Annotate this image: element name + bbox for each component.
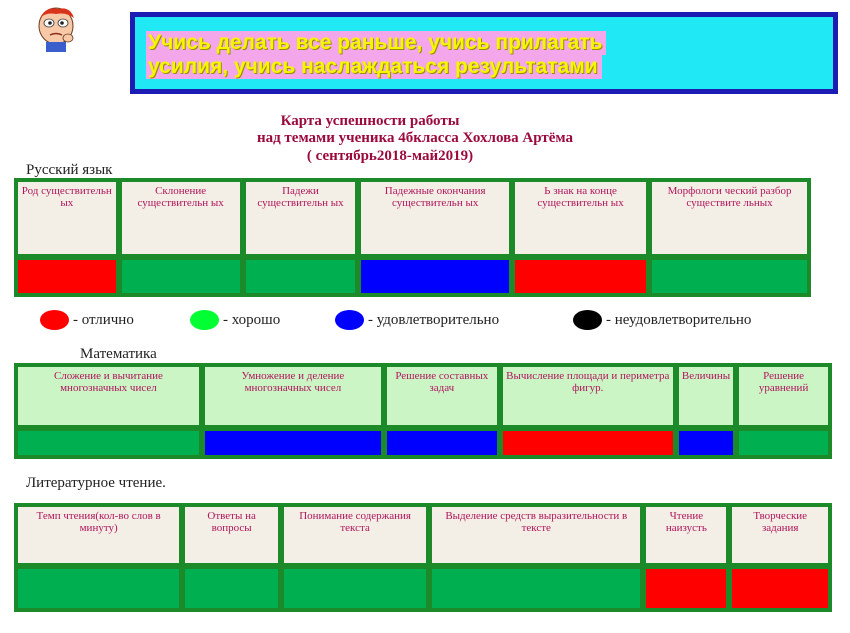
math-topics-table — [14, 363, 832, 459]
motto-text — [146, 31, 810, 79]
motto-line-2: усилия, учись наслаждаться результатами — [146, 55, 602, 79]
russian-topics-table — [14, 178, 811, 297]
status-cell — [730, 567, 830, 610]
status-cell — [16, 567, 181, 610]
status-row — [16, 429, 830, 457]
legend-label: - удовлетворительно — [368, 311, 500, 328]
black-dot-icon — [573, 310, 602, 330]
legend-label: - хорошо — [223, 311, 281, 328]
status-cell — [203, 429, 383, 457]
blue-dot-icon — [335, 310, 364, 330]
legend-item-excellent — [40, 310, 134, 330]
legend-item-unsatisfactory — [573, 310, 751, 330]
status-cell — [16, 258, 118, 295]
legend-item-good — [190, 310, 280, 330]
status-row — [16, 258, 809, 295]
status-cell — [282, 567, 428, 610]
topic-header: Вычисление площади и периметра фигур. — [501, 365, 675, 427]
section-label-russian: Русский язык — [26, 162, 113, 178]
topic-header: Ответы на вопросы — [183, 505, 280, 565]
topic-header: Чтение наизусть — [644, 505, 728, 565]
topic-header: Морфологи ческий разбор существите льных — [650, 180, 809, 256]
topic-header: Величины — [677, 365, 735, 427]
period-label: ( сентябрь2018-май2019) — [306, 148, 474, 164]
color-legend — [40, 310, 830, 336]
legend-item-satisfactory — [335, 310, 499, 330]
status-cell — [644, 567, 728, 610]
section-label-math: Математика — [80, 346, 157, 362]
status-cell — [244, 258, 358, 295]
legend-label: - неудовлетворительно — [606, 311, 752, 328]
topic-header: Ь знак на конце существительн ых — [513, 180, 648, 256]
section-label-literature: Литературное чтение. — [26, 475, 166, 491]
topic-header: Решение составных задач — [385, 365, 499, 427]
green-dot-icon — [190, 310, 219, 330]
topic-header: Сложение и вычитание многозначных чисел — [16, 365, 201, 427]
status-cell — [650, 258, 809, 295]
status-cell — [385, 429, 499, 457]
status-row — [16, 567, 830, 610]
topics-header-row — [16, 180, 809, 256]
topic-header: Падежи существительн ых — [244, 180, 358, 256]
topic-header: Творческие задания — [730, 505, 830, 565]
topic-header: Решение уравнений — [737, 365, 830, 427]
status-cell — [359, 258, 511, 295]
topic-header: Умножение и деление многозначных чисел — [203, 365, 383, 427]
topics-header-row — [16, 505, 830, 565]
topic-header: Понимание содержания текста — [282, 505, 428, 565]
status-cell — [16, 429, 201, 457]
topic-header: Склонение существительн ых — [120, 180, 242, 256]
topic-header: Род существительн ых — [16, 180, 118, 256]
legend-label: - отлично — [73, 311, 134, 328]
status-cell — [737, 429, 830, 457]
topic-header: Темп чтения(кол-во слов в минуту) — [16, 505, 181, 565]
status-cell — [677, 429, 735, 457]
page-title: Карта успешности работы — [280, 113, 460, 129]
topics-header-row — [16, 365, 830, 427]
status-cell — [501, 429, 675, 457]
topic-header: Выделение средств выразительности в тексте — [430, 505, 642, 565]
status-cell — [430, 567, 642, 610]
page-subtitle: над темами ученика 4бкласса Хохлова Артёма — [256, 130, 574, 146]
thinking-boy-mascot-icon — [28, 4, 84, 54]
topic-header: Падежные окончания существительн ых — [359, 180, 511, 256]
status-cell — [183, 567, 280, 610]
status-cell — [513, 258, 648, 295]
literature-topics-table — [14, 503, 832, 612]
status-cell — [120, 258, 242, 295]
red-dot-icon — [40, 310, 69, 330]
motto-line-1: Учись делать все раньше, учись прилагать — [146, 31, 606, 55]
motto-banner — [130, 12, 838, 94]
